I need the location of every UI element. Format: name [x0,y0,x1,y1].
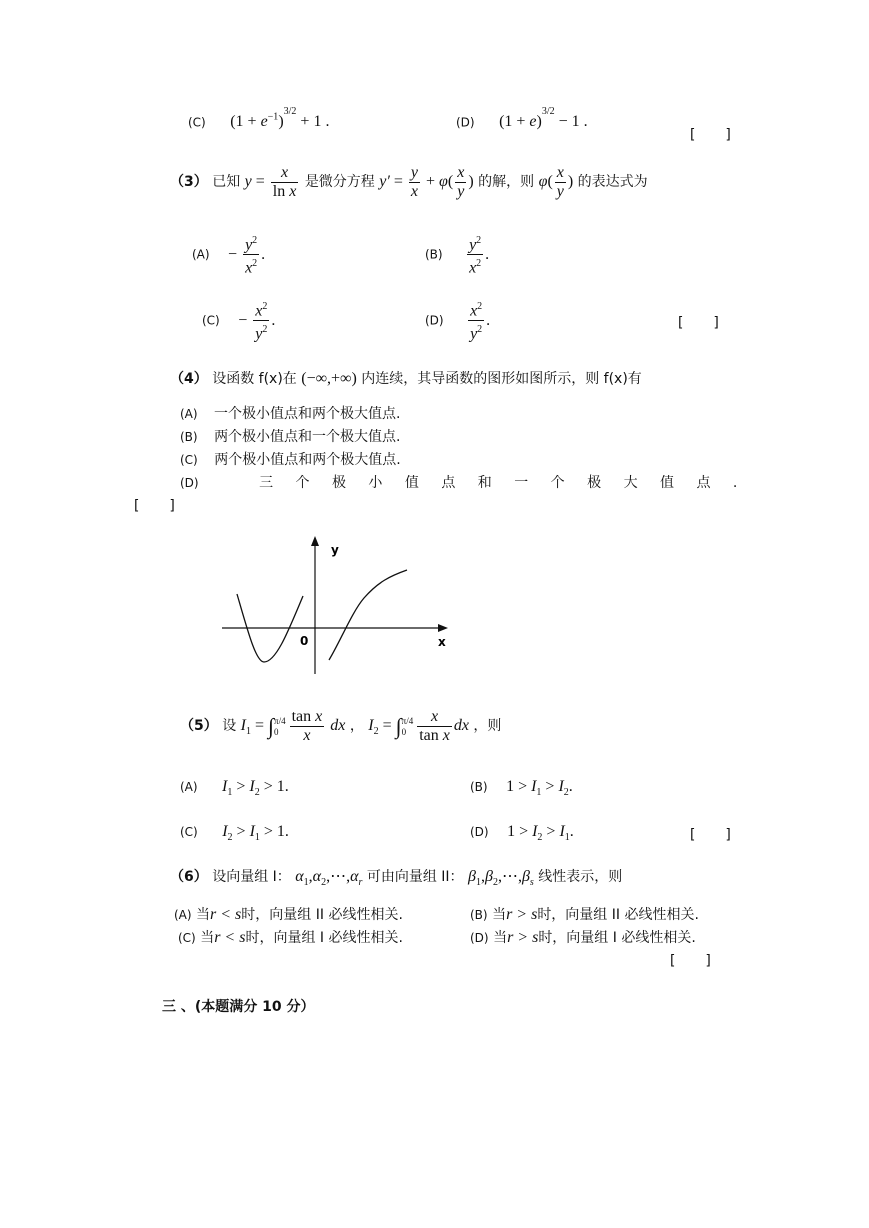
q2-option-c-formula: $(1 + e^{-1})^{3/2} + 1$ . [230,106,330,131]
q4-option-c-label: (C) [180,453,198,467]
q4-option-c-text: 两个极小值点和两个极大值点. [214,452,401,468]
q4-option-b-label: (B) [180,430,198,444]
q6-option-b-label: (B) [470,908,488,922]
q5-option-a [180,778,289,798]
q3-option-b [425,232,489,278]
q5-text-3: ，则 [473,718,502,735]
q4-option-b [180,426,401,446]
q3-phi-formula: φ( $\frac{x}{y}$ ) [538,164,574,200]
graph-x-label: x [438,635,446,649]
q3-option-c-formula: − $\frac{x^2}{y^2}$ . [238,312,275,329]
q2-option-c-label: (C) [188,115,206,130]
q5-option-b-formula: $1 > I_1 > I_2$. [506,778,573,799]
curve-right-branch [329,570,407,660]
q6-option-d [470,927,696,947]
q6-option-d-cond: r > s [507,929,539,946]
q6-text-1: 设向量组 I： [212,869,291,885]
q2-option-d [456,106,588,131]
q5-option-d-label: (D) [470,825,489,839]
q6-option-a [174,904,403,924]
q3-number: （3） [170,174,208,191]
q6-option-b-post: 时，向量组 II 必线性相关. [537,907,699,923]
q6-text-3: 线性表示，则 [538,869,623,885]
q6-option-c-pre: 当 [200,930,215,946]
q5-option-d [470,823,574,843]
q2-answer-bracket[interactable]: [ ] [688,127,733,143]
q5-option-a-formula: $I_1 > I_2 > 1$. [222,778,289,799]
q3-ode-formula: y′ = $\frac{y}{x}$ + φ( $\frac{x}{y}$ ) [379,164,474,200]
q5-option-a-label: (A) [180,780,198,794]
q4-interval: (−∞,+∞) [301,370,357,387]
q6-text-2: 可由向量组 II： [366,869,464,885]
q5-stem [180,708,501,745]
q6-option-d-post: 时，向量组 I 必线性相关. [538,930,696,946]
q4-option-a [180,403,400,423]
q6-option-a-label: (A) [174,908,192,922]
q3-solution-formula: y = $\frac{x}{\text{ln x}}$ [244,164,297,200]
q5-answer-bracket[interactable]: [ ] [688,827,733,843]
q5-option-b [470,778,573,798]
q4-option-d-label: (D) [180,476,199,490]
q3-option-a [192,232,265,278]
q6-answer-bracket[interactable]: [ ] [668,953,713,969]
q3-text-4: 的表达式为 [577,174,648,191]
q5-option-b-label: (B) [470,780,488,794]
q3-text-3: 的解，则 [478,174,535,191]
q3-option-a-formula: − $\frac{y^2}{x^2}$ . [228,246,265,263]
q3-answer-bracket[interactable]: [ ] [676,315,721,331]
q4-option-a-label: (A) [180,407,198,421]
q6-option-c-label: (C) [178,931,196,945]
q4-option-c [180,449,401,469]
q6-option-a-pre: 当 [196,907,211,923]
q2-option-d-label: (D) [456,115,475,130]
q3-option-a-label: (A) [192,247,210,262]
q4-option-b-text: 两个极小值点和一个极大值点. [214,429,401,445]
q6-option-d-label: (D) [470,931,489,945]
q4-text-b: 内连续，其导函数的图形如图所示，则 f(x)有 [361,371,642,387]
q3-text-2: 是微分方程 [304,174,375,191]
q5-option-c-label: (C) [180,825,198,839]
q4-derivative-graph [220,532,460,682]
q3-option-b-label: (B) [425,247,443,262]
q5-option-c-formula: $I_2 > I_1 > 1$. [222,823,289,844]
q6-alpha-set: $\alpha_1,\alpha_2,\cdots,\alpha_r$ [295,868,363,889]
q3-stem [170,164,648,201]
q6-option-b-cond: r > s [506,906,538,923]
q2-option-d-formula: $(1 + e)^{3/2} - 1$ . [499,106,588,131]
q5-option-d-formula: $1 > I_2 > I_1$. [507,823,574,844]
q2-options-row [188,106,330,131]
q3-option-b-formula: $\frac{y^2}{x^2}$ . [465,246,489,263]
q6-option-a-post: 时，向量组 II 必线性相关. [241,907,403,923]
q6-option-b [470,904,699,924]
q4-answer-bracket[interactable]: [ ] [132,498,177,514]
q3-option-c [202,298,275,344]
x-axis-arrow-icon [438,624,448,632]
q6-option-c-post: 时，向量组 I 必线性相关. [245,930,403,946]
q6-stem [170,866,622,888]
graph-origin-label: 0 [300,634,309,648]
q4-stem [170,368,642,388]
q5-i2-formula: $I_2 = \int\pi/4$ 0 $\frac{x}{\text{tan x}}$ dx [368,708,469,744]
q3-text-1: 已知 [212,174,241,191]
q6-number: （6） [170,869,208,885]
graph-y-label: y [331,543,339,557]
q5-option-c [180,823,289,843]
q5-i1-formula: $I_1 = \int\pi/4$ 0 $\frac{\text{tan x}}{x}$ dx [240,708,346,744]
q4-text-a: 设函数 f(x)在 [212,371,297,387]
q5-text-1: 设 [222,718,237,735]
q3-option-c-label: (C) [202,313,220,328]
q4-option-d [180,472,737,492]
q6-option-c [178,927,403,947]
q4-number: （4） [170,371,208,387]
y-axis-arrow-icon [311,536,319,546]
q3-option-d [425,298,490,344]
q6-option-a-cond: r < s [210,906,242,923]
section-3-title: 三 、(本题满分 10 分） [162,999,315,1015]
q6-option-b-pre: 当 [492,907,507,923]
q6-option-d-pre: 当 [493,930,508,946]
q6-beta-set: $\beta_1,\beta_2,\cdots,\beta_s$ [468,868,534,889]
q4-option-d-text: 三 个 极 小 值 点 和 一 个 极 大 值 点 . [259,475,738,491]
q3-option-d-formula: $\frac{x^2}{y^2}$ . [466,312,490,329]
q4-option-a-text: 一个极小值点和两个极大值点. [214,406,401,422]
q6-option-c-cond: r < s [214,929,246,946]
q5-number: （5） [180,718,218,735]
q3-option-d-label: (D) [425,313,444,328]
q5-text-2: ， [349,718,364,735]
